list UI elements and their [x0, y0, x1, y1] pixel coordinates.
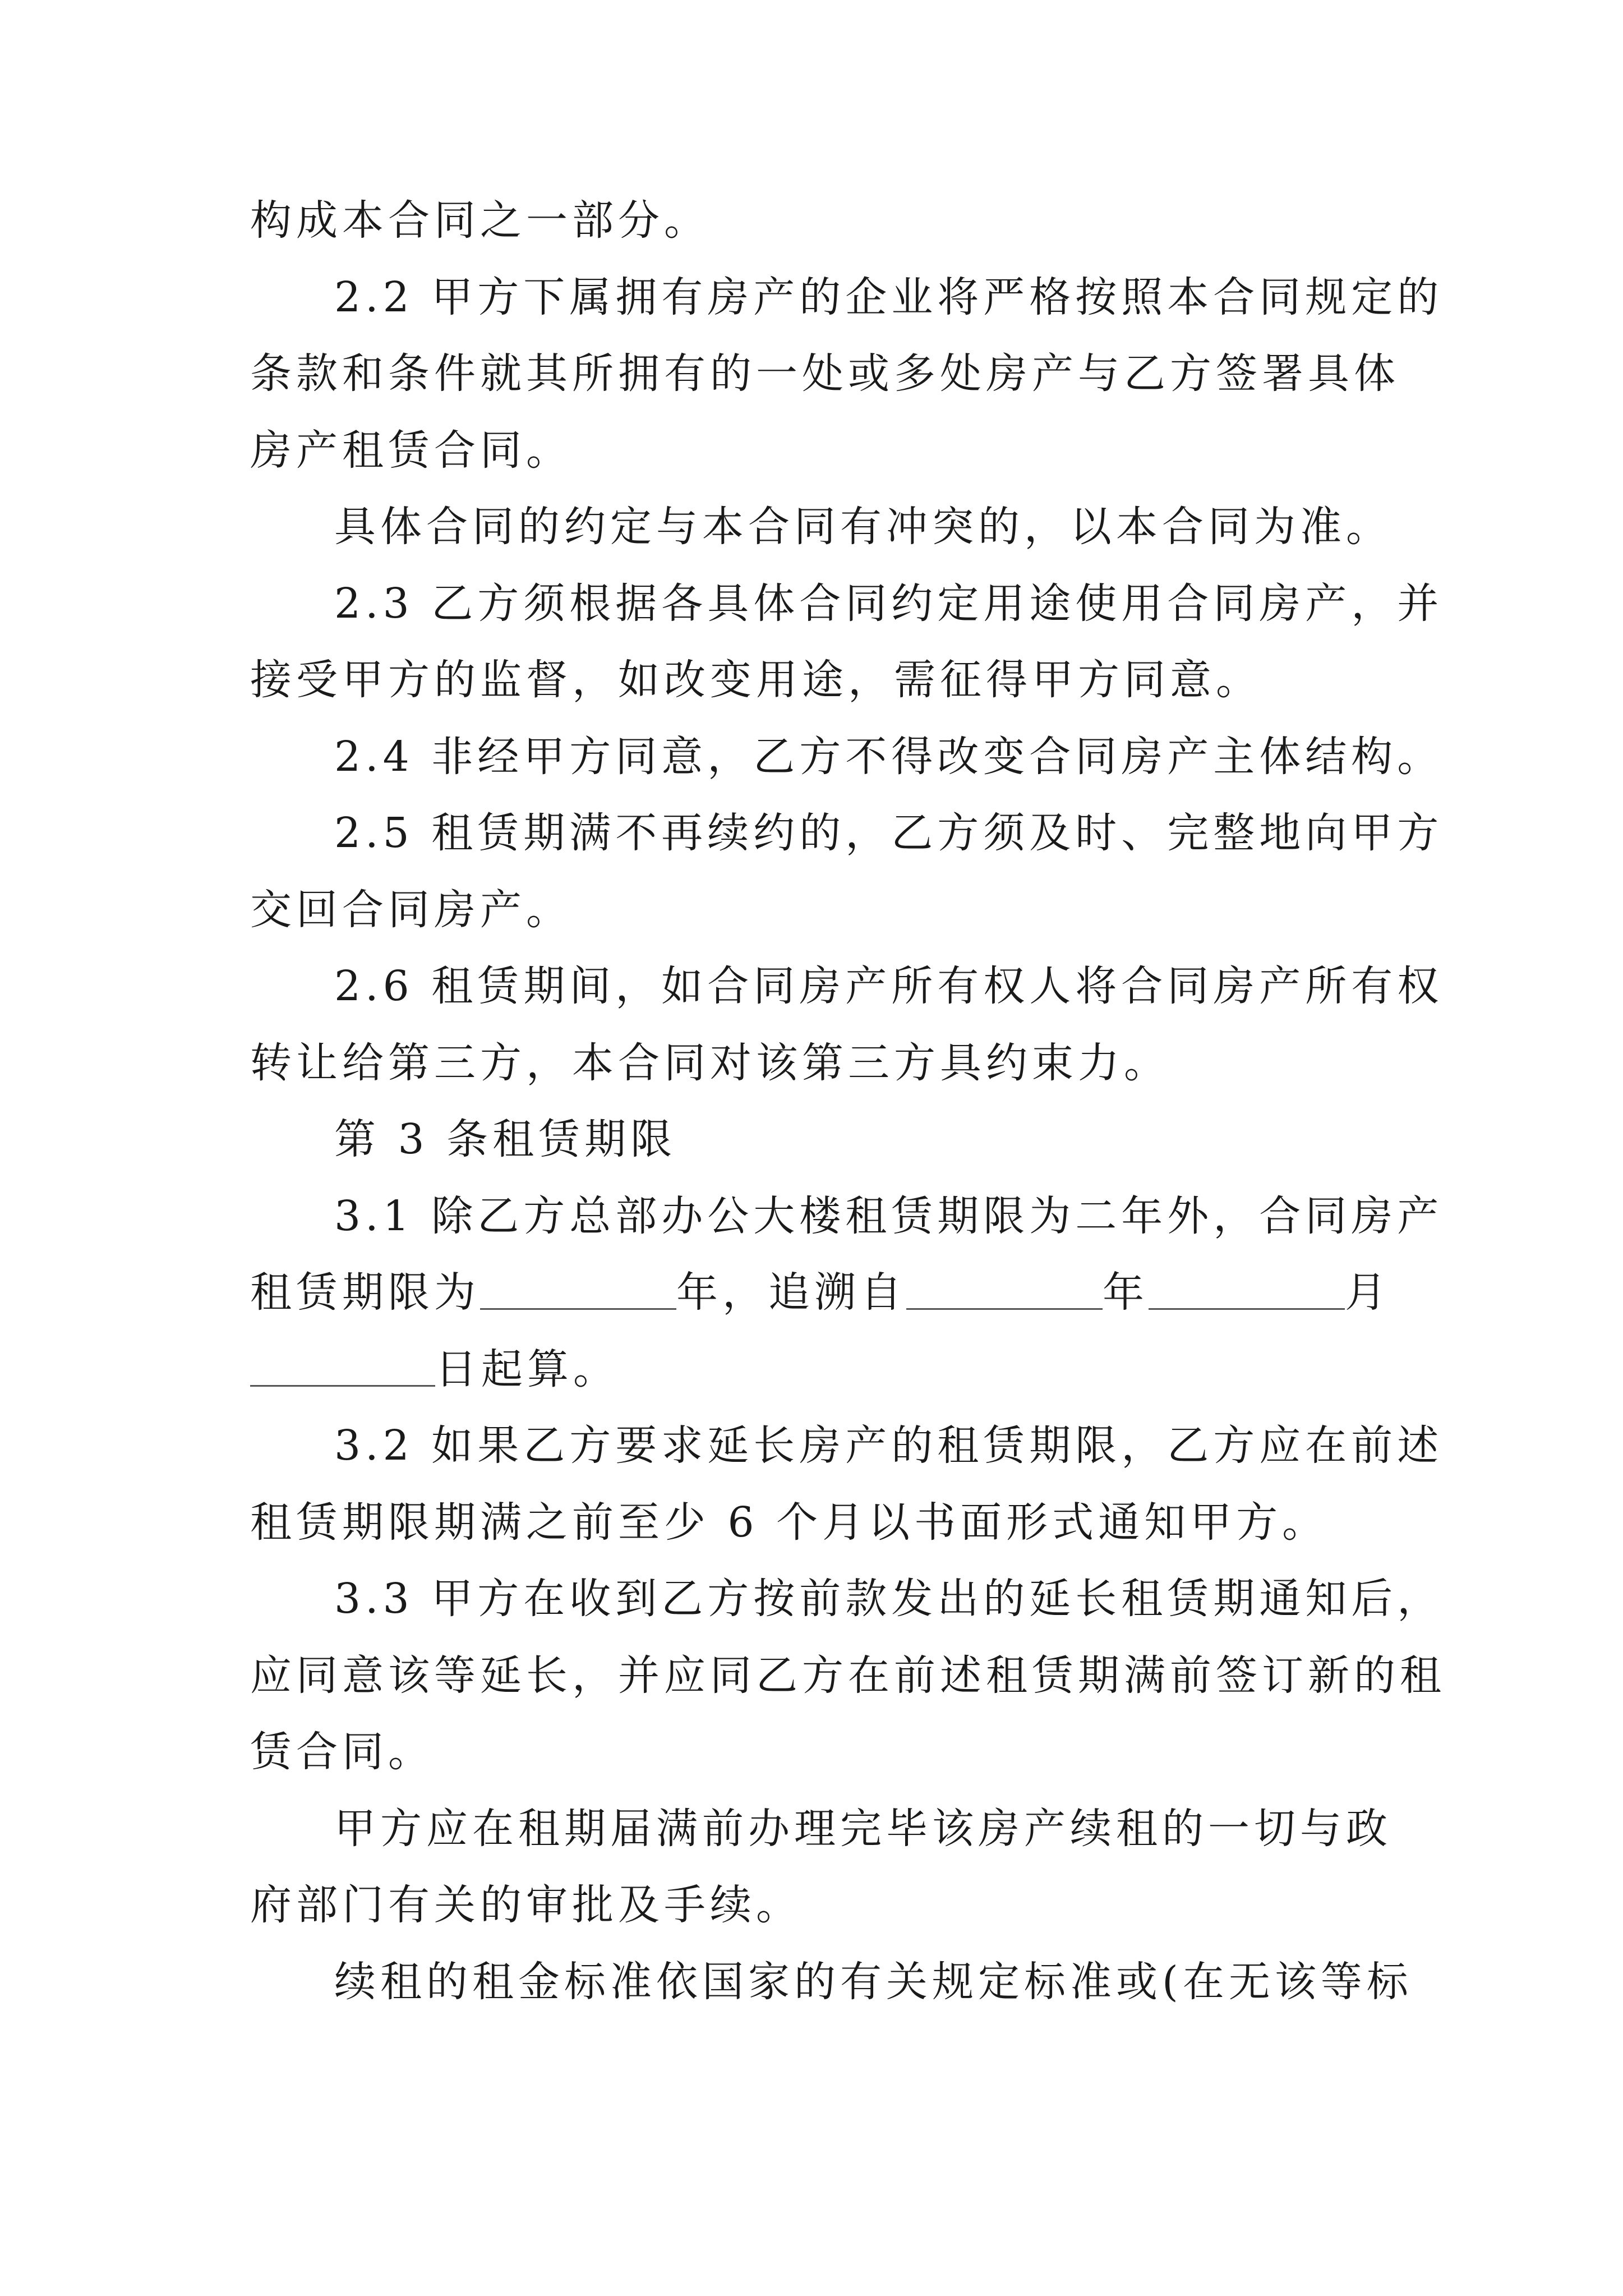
text-line: 转让给第三方，本合同对该第三方具约束力。 — [250, 1038, 1170, 1087]
clause-2-4: 2.4 非经甲方同意，乙方不得改变合同房产主体结构。 — [334, 732, 1444, 781]
paragraph: 具体合同的约定与本合同有冲突的，以本合同为准。 — [334, 503, 1392, 551]
paragraph: 甲方应在租期届满前办理完毕该房产续租的一切与政 — [334, 1804, 1392, 1853]
blank-start-year-field — [906, 1267, 1103, 1310]
clause-3-2: 3.2 如果乙方要求延长房产的租赁期限，乙方应在前述 — [334, 1421, 1444, 1470]
text-segment: 年，追溯自 — [676, 1268, 906, 1317]
text-line-with-blanks — [250, 1254, 1390, 1331]
text-line: 府部门有关的审批及手续。 — [250, 1881, 802, 1929]
text-line: 房产租赁合同。 — [250, 426, 572, 475]
text-line: 租赁期限期满之前至少 6 个月以书面形式通知甲方。 — [250, 1498, 1329, 1547]
text-line: 交回合同房产。 — [250, 885, 572, 934]
text-line: 条款和条件就其所拥有的一处或多处房产与乙方签署具体 — [250, 349, 1400, 398]
clause-2-3: 2.3 乙方须根据各具体合同约定用途使用合同房产，并 — [334, 579, 1444, 628]
text-line: 接受甲方的监督，如改变用途，需征得甲方同意。 — [250, 656, 1262, 704]
clause-3-3: 3.3 甲方在收到乙方按前款发出的延长租赁期通知后， — [334, 1575, 1444, 1623]
text-segment: 租赁期限为 — [250, 1268, 480, 1317]
text-segment: 年 — [1103, 1268, 1149, 1317]
text-segment: 日起算。 — [435, 1345, 619, 1393]
text-line-with-blank — [250, 1331, 1390, 1408]
blank-start-day-field — [250, 1343, 435, 1387]
clause-3-1: 3.1 除乙方总部办公大楼租赁期限为二年外，合同房产 — [334, 1191, 1444, 1240]
document-body — [250, 182, 1446, 2020]
clause-2-6: 2.6 租赁期间，如合同房产所有权人将合同房产所有权 — [334, 962, 1444, 1010]
text-segment: 月 — [1345, 1268, 1391, 1317]
section-heading-article-3: 第 3 条租赁期限 — [334, 1115, 677, 1163]
text-line: 构成本合同之一部分。 — [250, 196, 710, 245]
clause-2-5: 2.5 租赁期满不再续约的，乙方须及时、完整地向甲方 — [334, 809, 1444, 857]
paragraph: 续租的租金标准依国家的有关规定标准或(在无该等标 — [334, 1957, 1413, 2006]
text-line: 赁合同。 — [250, 1728, 434, 1776]
blank-start-month-field — [1149, 1267, 1345, 1310]
clause-2-2: 2.2 甲方下属拥有房产的企业将严格按照本合同规定的 — [334, 273, 1444, 321]
text-line: 应同意该等延长，并应同乙方在前述租赁期满前签订新的租 — [250, 1651, 1446, 1700]
blank-years-field — [480, 1267, 676, 1310]
